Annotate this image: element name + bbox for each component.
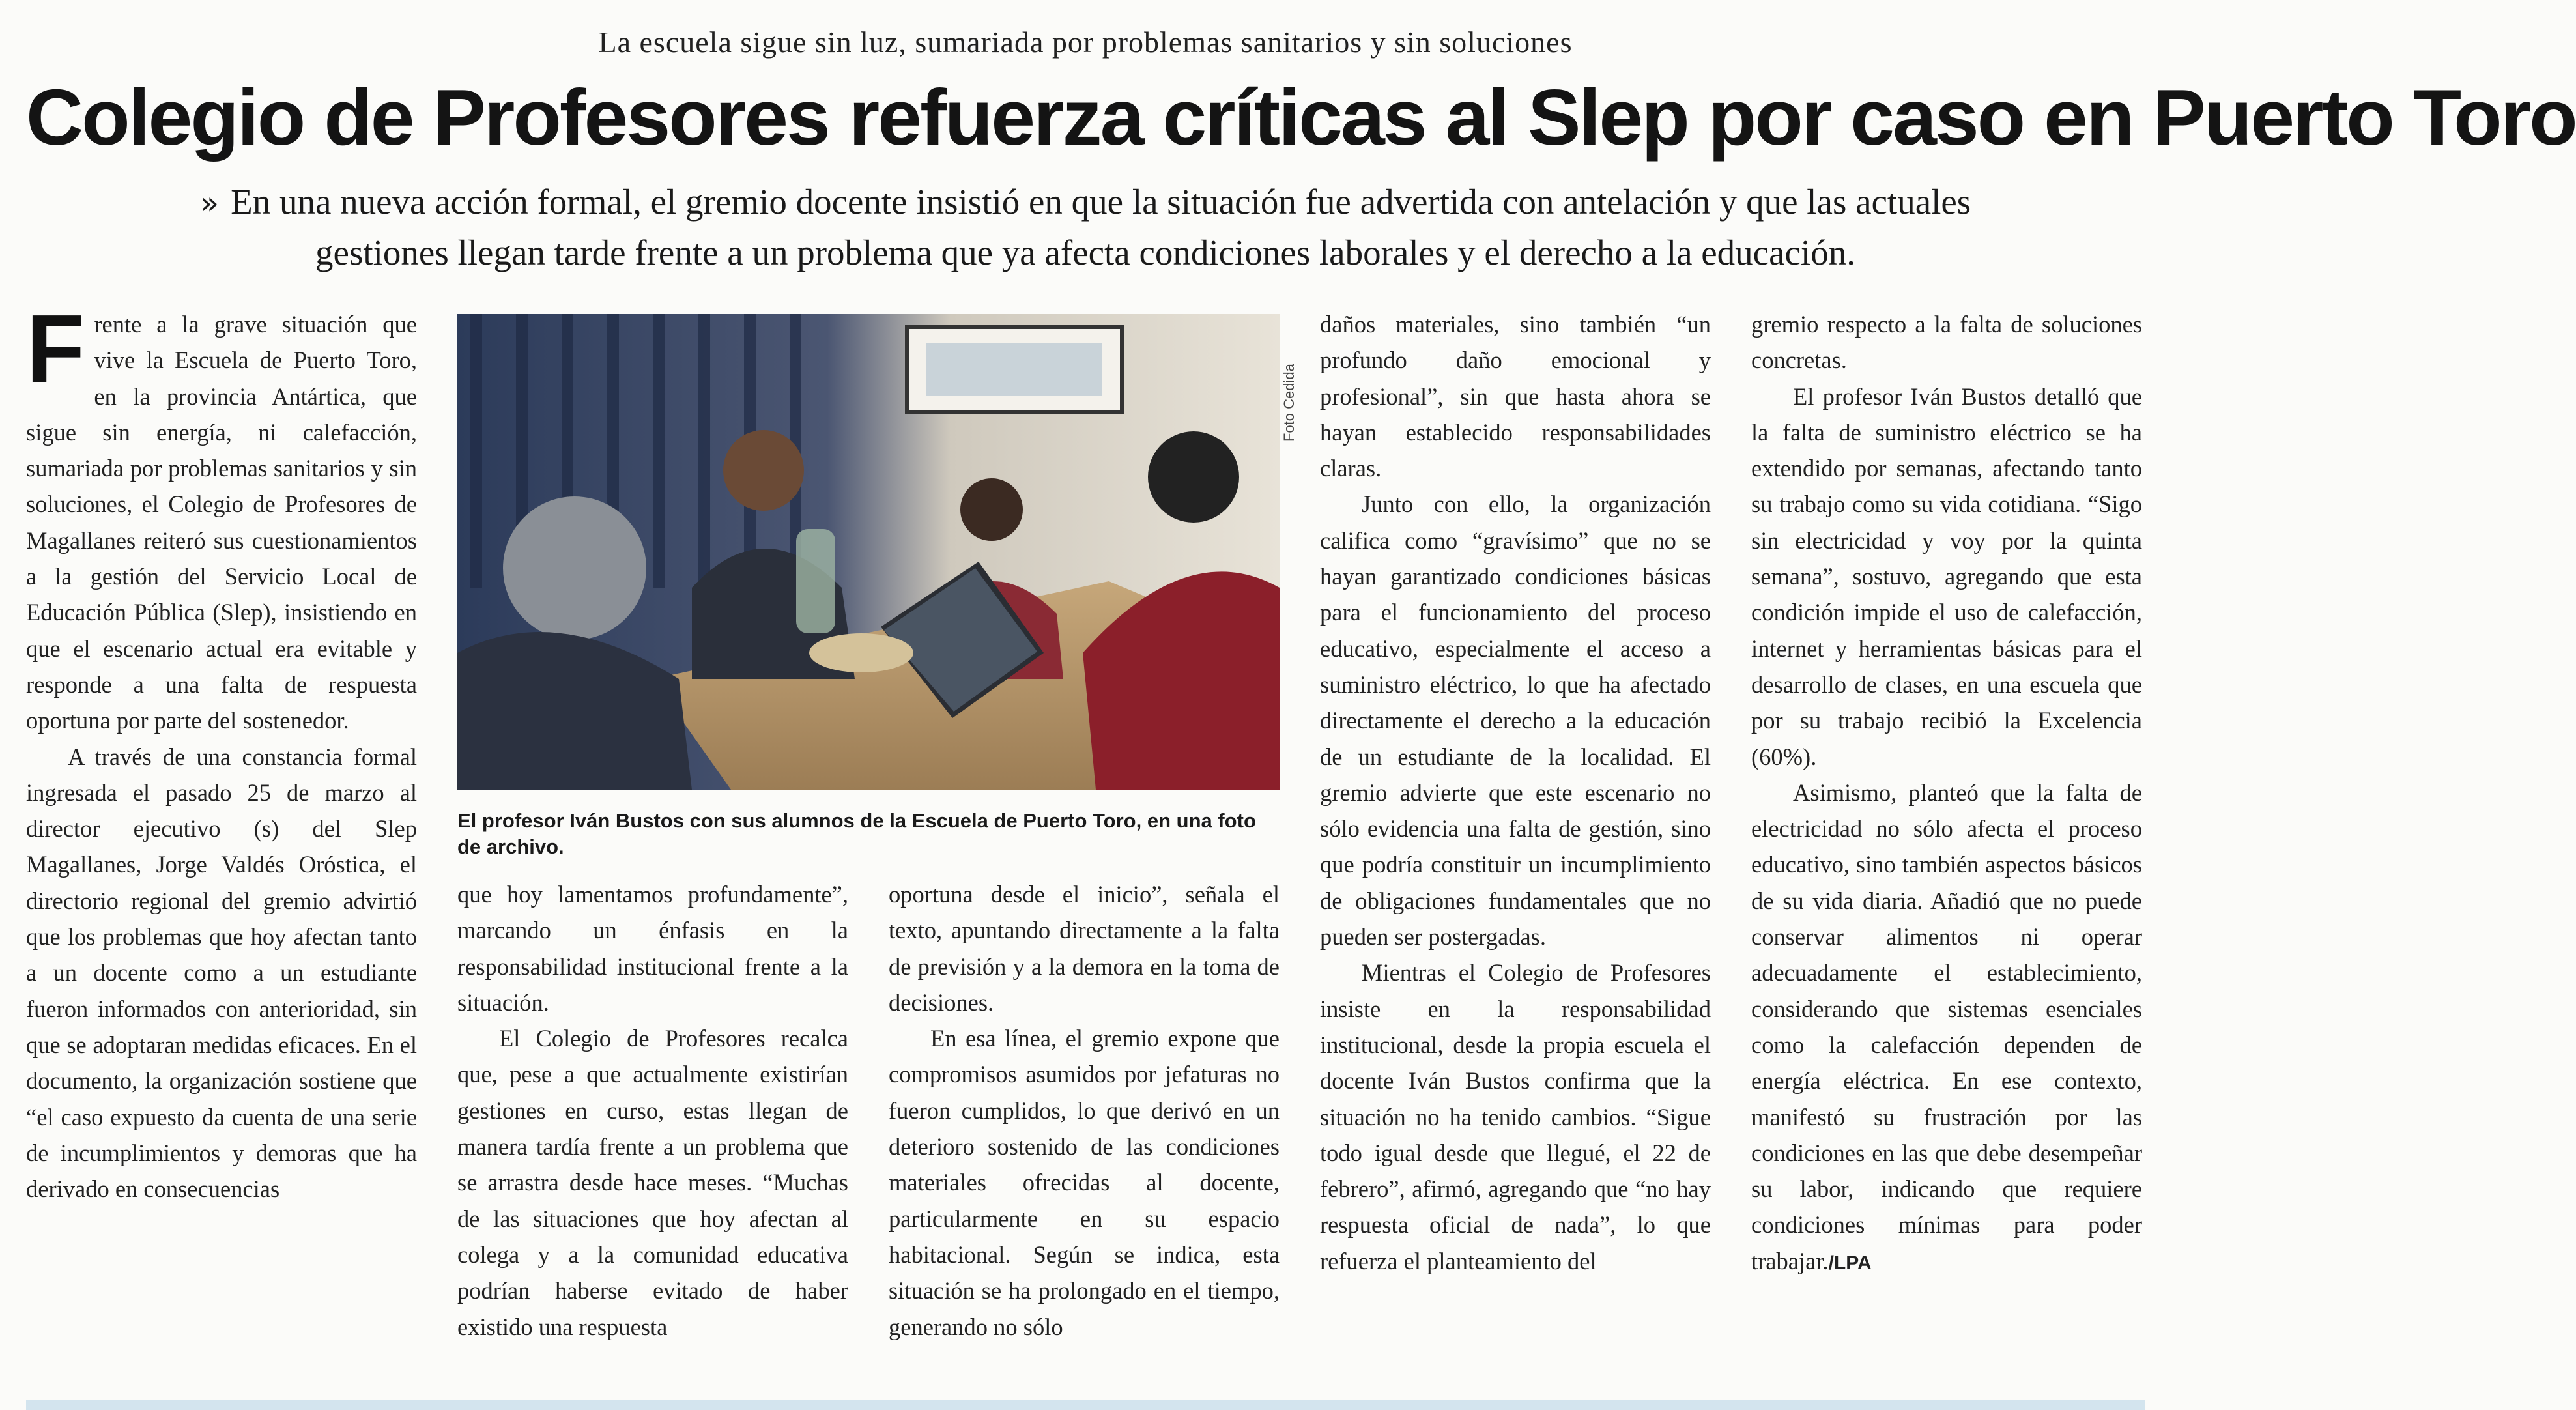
article-column-3 xyxy=(889,876,1280,1388)
bottom-rule xyxy=(26,1400,2145,1410)
article-column-4 xyxy=(1320,306,1711,1388)
dropcap: F xyxy=(26,295,85,403)
article-deck xyxy=(163,177,2008,278)
photo-credit: Foto Cedida xyxy=(1281,364,1297,442)
paragraph-text: Asimismo, planteó que la falta de electricidad no sólo afecta el proceso educativo, sino también aspectos básicos de su vida diaria. Añadió que no puede conservar alimentos ni operar adecuadamente el establecimiento, considerando que sistemas esenciales como la calefacción dependen de energía eléctrica. En ese contexto, manifestó su frustración por las condiciones en las que debe desempeñar su labor, indicando que requiere condiciones mínimas para poder trabajar. xyxy=(1751,779,2142,1274)
paragraph: que hoy lamentamos profundamente”, marcando un énfasis en la responsabilidad institucional frente a la situación. xyxy=(457,881,848,1016)
paragraph: daños materiales, sino también “un profundo daño emocional y profesional”, sin que hasta ahora se hayan establecido responsabilidades claras. xyxy=(1320,311,1711,482)
paragraph: Junto con ello, la organización califica como “gravísimo” que no se hayan garantizado condiciones básicas para el funcionamiento del proceso educativo, especialmente el acceso a suministro eléctrico, lo que ha afectado directamente el derecho a la educación de un estudiante de la localidad. El gremio advierte que este escenario no sólo evidencia una falta de gestión, sino que podría constituir un incumplimiento de obligaciones fundamentales que no pueden ser postergadas. xyxy=(1320,491,1711,951)
article-column-5 xyxy=(1751,306,2142,1388)
paragraph: Mientras el Colegio de Profesores insiste en la responsabilidad institucional, desde la propia escuela el docente Iván Bustos confirma que la situación no ha tenido cambios. “Sigue todo igual desde que llegué, el 22 de febrero”, afirmó, agregando que “no hay respuesta oficial de nada”, lo que refuerza el planteamiento del xyxy=(1320,959,1711,1274)
article-kicker: La escuela sigue sin luz, sumariada por problemas sanitarios y sin soluciones xyxy=(598,25,1573,59)
paragraph: oportuna desde el inicio”, señala el texto, apuntando directamente a la falta de previsión y a la demora en la toma de decisiones. xyxy=(889,881,1280,1016)
article-deck-text: En una nueva acción formal, el gremio docente insistió en que la situación fue advertida con antelación y que las actuales gestiones llegan tarde frente a un problema que ya afecta condiciones laborales y el derecho a la educación. xyxy=(231,182,1971,272)
paragraph: gremio respecto a la falta de soluciones concretas. xyxy=(1751,311,2142,374)
paragraph: El profesor Iván Bustos detalló que la falta de suministro eléctrico se ha extendido por semanas, afectando tanto su trabajo como su vida cotidiana. “Sigo sin electricidad y voy por la quinta semana”, sostuvo, agregando que esta condición impide el uso de calefacción, internet y herramientas básicas para el desarrollo de clases, en una escuela que por su trabajo recibió la Excelencia (60%). xyxy=(1751,382,2142,770)
paragraph: En esa línea, el gremio expone que compromisos asumidos por jefaturas no fueron cumplidos, lo que derivó en un deterioro sostenido de las condiciones materiales ofrecidas al docente, particularmente en su espacio habitacional. Según se indica, esta situación se ha prolongado en el tiempo, generando no sólo xyxy=(889,1025,1280,1340)
classroom-photo xyxy=(457,314,1280,790)
chevron-right-icon: » xyxy=(199,185,220,222)
paragraph-text: rente a la grave situación que vive la Escuela de Puerto Toro, en la provincia Antártica, que sigue sin energía, ni calefacción, sumariada por problemas sanitarios y sin soluciones, el Colegio de Profesores de Magallanes reiteró sus cuestionamientos a la gestión del Servicio Local de Educación Pública (Slep), insistiendo en que el escenario actual era evitable y responde a una falta de respuesta oportuna por parte del sostenedor. xyxy=(26,311,417,734)
article-headline: Colegio de Profesores refuerza críticas al Slep por caso en Puerto Toro xyxy=(26,73,2576,162)
paragraph: El Colegio de Profesores recalca que, pese a que actualmente existirían gestiones en curso, estas llegan de manera tardía frente a un problema que se arrastra desde hace meses. “Muchas de las situaciones que hoy afectan al colega y a la comunidad educativa podrían haberse evitado de haber existido una respuesta xyxy=(457,1025,848,1340)
photo-caption: El profesor Iván Bustos con sus alumnos de la Escuela de Puerto Toro, en una foto de archivo. xyxy=(457,809,1256,858)
article-column-1 xyxy=(26,295,417,1388)
article-photo xyxy=(457,314,1280,790)
author-signature: /LPA xyxy=(1828,1252,1872,1274)
paragraph: A través de una constancia formal ingresada el pasado 25 de marzo al director ejecutivo (s) del Slep Magallanes, Jorge Valdés Oróstica, el directorio regional del gremio advirtió que los problemas que hoy afectan tanto a un docente como a un estudiante fueron informados con anterioridad, sin que se adoptaran medidas eficaces. En el documento, la organización sostiene que “el caso expuesto da cuenta de una serie de incumplimientos y demoras que ha derivado en consecuencias xyxy=(26,743,417,1203)
paragraph xyxy=(26,295,417,739)
article-column-2 xyxy=(457,876,848,1388)
paragraph xyxy=(1751,775,2142,1281)
